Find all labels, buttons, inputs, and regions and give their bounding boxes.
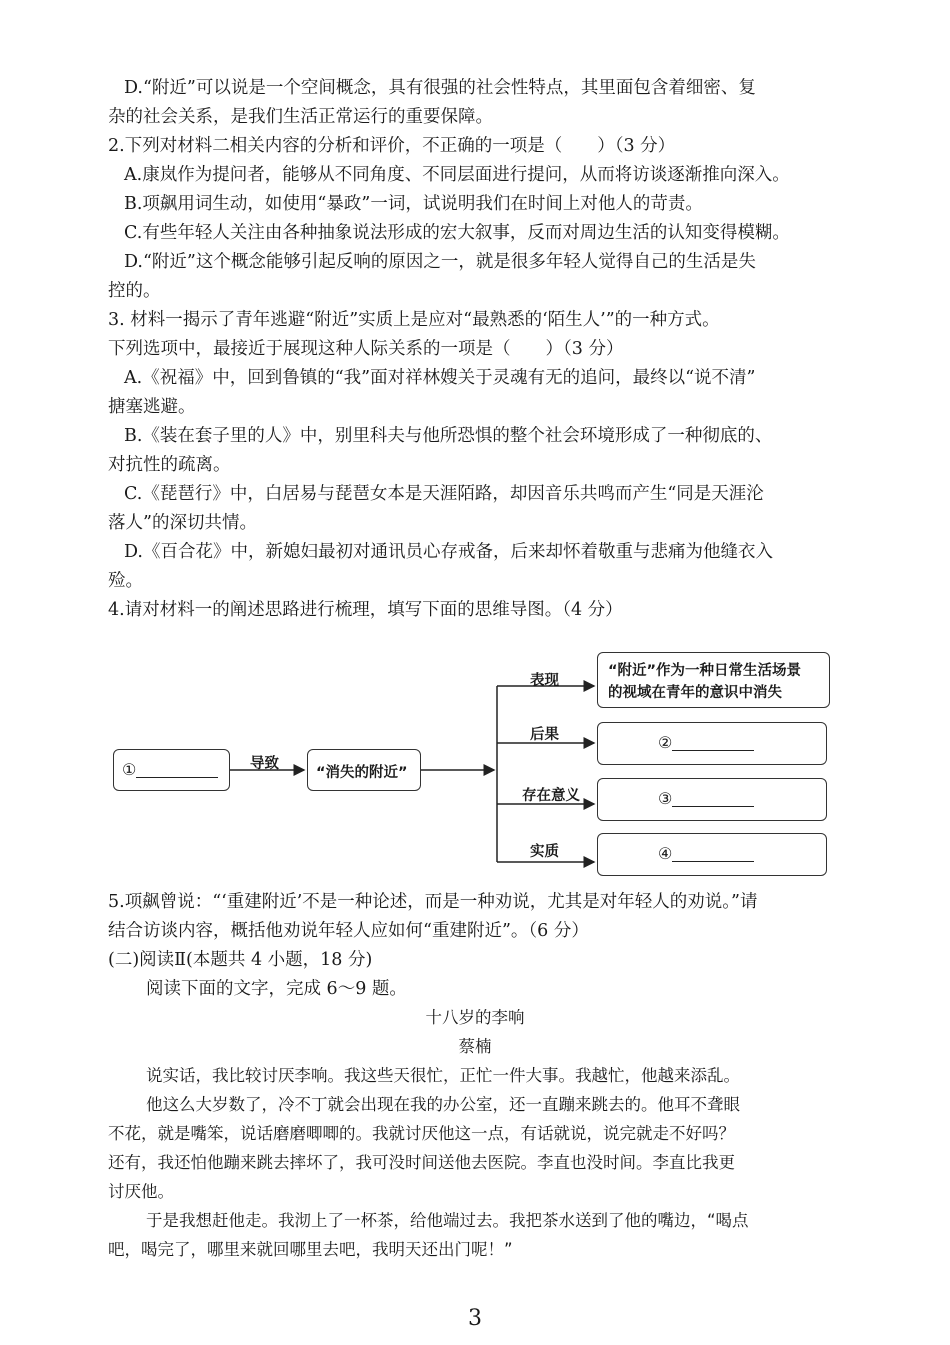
mindmap-center-box	[307, 749, 421, 791]
question-2-stem: 2.下列对材料二相关内容的分析和评价，不正确的一项是（ ）（3 分）	[108, 136, 676, 156]
story-title: 十八岁的李响	[425, 1008, 525, 1027]
answer-blank-1[interactable]	[136, 761, 218, 778]
question-5-stem-line2: 结合访谈内容，概括他劝说年轻人应如何“重建附近”。（6 分）	[108, 921, 589, 941]
branch-label-consequence: 后果	[530, 727, 559, 743]
story-author: 蔡楠	[458, 1037, 492, 1056]
question-5-stem-line1: 5.项飙曾说：“‘重建附近’不是一种论述，而是一种劝说，尤其是对年轻人的劝说。”请	[108, 892, 758, 912]
branch-label-significance: 存在意义	[522, 788, 580, 804]
branch-label-essence: 实质	[530, 844, 559, 860]
q3-option-a-line2: 搪塞逃避。	[108, 397, 196, 417]
story-para-2-line2: 不花，就是嘴笨，说话磨磨唧唧的。我就讨厌他这一点，有话就说，说完就走不好吗？	[108, 1124, 735, 1143]
mindmap-slot-1-box	[113, 749, 230, 791]
q2-option-b: B.项飙用词生动，如使用“暴政”一词，试说明我们在时间上对他人的苛责。	[124, 194, 703, 214]
arrow-label-lead-to: 导致	[250, 756, 279, 772]
slot-4-marker: ④	[658, 844, 673, 863]
branch-label-manifestation: 表现	[530, 673, 559, 689]
q2-option-d-line2: 控的。	[108, 281, 161, 301]
q3-option-d-line2: 殓。	[108, 571, 143, 591]
mindmap-slot-2-box	[597, 722, 827, 765]
mindmap-slot-3-box	[597, 778, 827, 821]
q3-option-b-line1: B.《装在套子里的人》中，别里科夫与他所恐惧的整个社会环境形成了一种彻底的、	[124, 426, 773, 446]
q2-option-c: C.有些年轻人关注由各种抽象说法形成的宏大叙事，反而对周边生活的认知变得模糊。	[124, 223, 790, 243]
q2-option-d-line1: D.“附近”这个概念能够引起反响的原因之一，就是很多年轻人觉得自己的生活是失	[124, 252, 756, 272]
question-3-stem-line1: 3. 材料一揭示了青年逃避“附近”实质上是应对“最熟悉的‘陌生人’”的一种方式。	[108, 310, 720, 330]
story-para-3-line1: 于是我想赶他走。我沏上了一杯茶，给他端过去。我把茶水送到了他的嘴边，“喝点	[146, 1211, 749, 1230]
story-para-2-line3: 还有，我还怕他蹦来跳去摔坏了，我可没时间送他去医院。李直也没时间。李直比我更	[108, 1153, 735, 1172]
slot-1-marker: ①	[122, 760, 137, 779]
slot-2-marker: ②	[658, 733, 673, 752]
center-box-text: “消失的附近”	[316, 765, 408, 781]
q1-option-d-line1: D.“附近”可以说是一个空间概念，具有很强的社会性特点，其里面包含着细密、复	[124, 78, 756, 98]
slot-3-marker: ③	[658, 789, 673, 808]
section-heading-reading-2: (二)阅读Ⅱ(本题共 4 小题，18 分)	[108, 950, 373, 970]
top-box-line2: 的视域在青年的意识中消失	[608, 685, 782, 701]
answer-blank-2[interactable]	[672, 734, 754, 751]
mindmap-slot-4-box	[597, 833, 827, 876]
story-para-2-line1: 他这么大岁数了，冷不丁就会出现在我的办公室，还一直蹦来跳去的。他耳不聋眼	[146, 1095, 740, 1114]
page-number: 3	[468, 1306, 482, 1331]
q3-option-b-line2: 对抗性的疏离。	[108, 455, 231, 475]
story-para-2-line4: 讨厌他。	[108, 1182, 174, 1201]
question-3-stem-line2: 下列选项中，最接近于展现这种人际关系的一项是（ ）（3 分）	[108, 339, 624, 359]
q3-option-c-line1: C.《琵琶行》中，白居易与琵琶女本是天涯陌路，却因音乐共鸣而产生“同是天涯沦	[124, 484, 764, 504]
answer-blank-4[interactable]	[672, 845, 754, 862]
mindmap-top-box	[597, 652, 830, 708]
story-para-1: 说实话，我比较讨厌李响。我这些天很忙，正忙一件大事。我越忙，他越来添乱。	[146, 1066, 740, 1085]
answer-blank-3[interactable]	[672, 790, 754, 807]
q3-option-d-line1: D.《百合花》中，新媳妇最初对通讯员心存戒备，后来却怀着敬重与悲痛为他缝衣入	[124, 542, 773, 562]
q1-option-d-line2: 杂的社会关系，是我们生活正常运行的重要保障。	[108, 107, 493, 127]
q3-option-c-line2: 落人”的深切共情。	[108, 513, 257, 533]
story-para-3-line2: 吧，喝完了，哪里来就回哪里去吧，我明天还出门呢！”	[108, 1240, 513, 1259]
q2-option-a: A.康岚作为提问者，能够从不同角度、不同层面进行提问，从而将访谈逐渐推向深入。	[124, 165, 790, 185]
top-box-line1: “附近”作为一种日常生活场景	[608, 663, 802, 679]
question-4-stem: 4.请对材料一的阐述思路进行梳理，填写下面的思维导图。（4 分）	[108, 600, 623, 620]
reading-instruction: 阅读下面的文字，完成 6～9 题。	[146, 979, 407, 999]
q3-option-a-line1: A.《祝福》中，回到鲁镇的“我”面对祥林嫂关于灵魂有无的追问，最终以“说不清”	[124, 368, 756, 388]
